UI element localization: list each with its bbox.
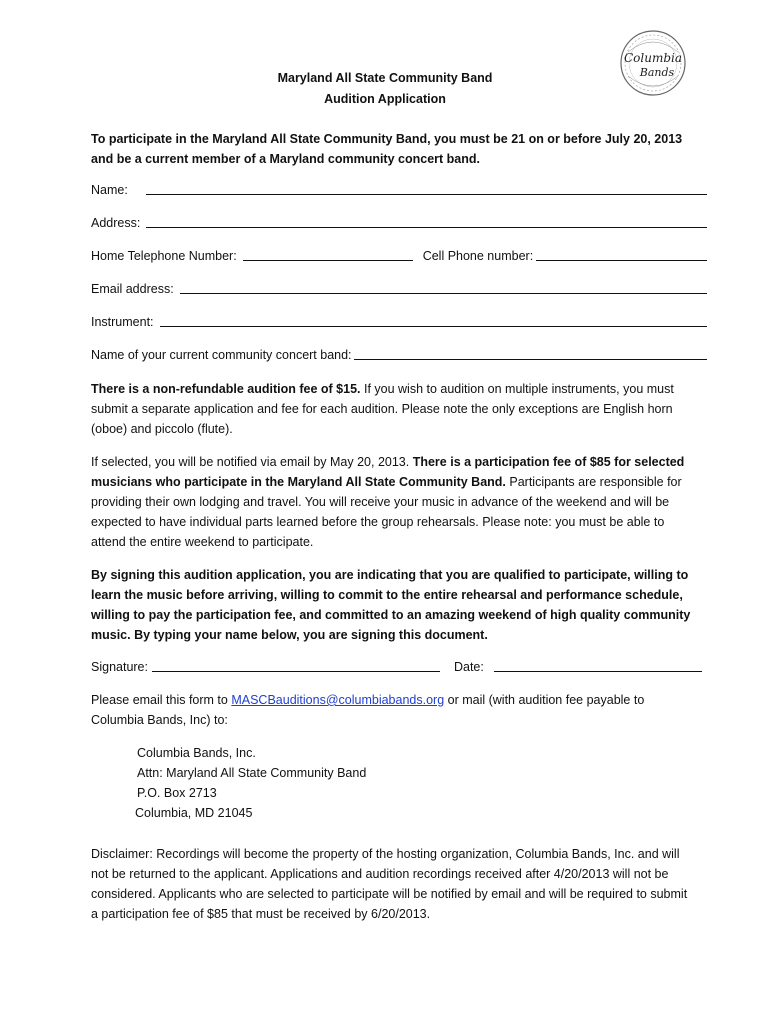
selection-text-2: Participants are responsible for providing their own lodging and travel. You will receive your music in advance of the weekend and will be expected to have individual parts learned before the group rehearsals. Please note: you must be able to attend the entire weekend to participate. — [91, 475, 682, 549]
phone-field-row — [91, 246, 707, 266]
audition-fee-paragraph — [91, 379, 691, 439]
logo-text-bands: Bands — [639, 66, 675, 79]
signature-label: Signature: — [91, 660, 148, 674]
address-field[interactable] — [146, 214, 707, 228]
instrument-field-row — [91, 312, 707, 332]
date-field[interactable] — [494, 658, 702, 672]
signing-paragraph: By signing this audition application, you are indicating that you are qualified to participate, willing to learn the music before arriving, willing to commit to the entire rehearsal and performance schedule, willing to pay the participation fee, and committed to an amazing weekend of high quality community music. By typing your name below, you are signing this document. — [91, 568, 691, 642]
name-field-row — [91, 180, 707, 200]
eligibility-paragraph: To participate in the Maryland All State Community Band, you must be 21 on or before July 20, 2013 and be a current member of a Maryland community concert band. — [91, 132, 683, 166]
community-band-label: Name of your current community concert band: — [91, 348, 352, 362]
address-line-2: Attn: Maryland All State Community Band — [137, 766, 367, 780]
home-phone-field[interactable] — [243, 247, 413, 261]
selection-text-1: If selected, you will be notified via email by May 20, 2013. — [91, 455, 413, 469]
name-label: Name: — [91, 183, 128, 197]
cell-phone-field[interactable] — [536, 247, 707, 261]
address-line-3: P.O. Box 2713 — [137, 786, 217, 800]
disclaimer-paragraph: Disclaimer: Recordings will become the property of the hosting organization, Columbia Bands, Inc. and will not be returned to the applicant. Applications and audition recordings received after 4/20/2013 will not be considered. Applicants who are selected to participate will be notified by email and will be required to submit a participation fee of $85 that must be received by 6/20/2013. — [91, 847, 688, 921]
document-title: Maryland All State Community Band — [277, 71, 493, 85]
document-subtitle: Audition Application — [324, 92, 446, 106]
signature-row — [91, 657, 707, 677]
participation-fee-bold: There is a participation fee of $85 for selected musicians who participate in the Maryland All State Community Band. — [91, 455, 685, 489]
address-line-1: Columbia Bands, Inc. — [137, 746, 256, 760]
signature-field[interactable] — [152, 658, 440, 672]
submission-text-1: Please email this form to — [91, 693, 232, 707]
submission-text-2: or mail (with audition fee payable to Columbia Bands, Inc) to: — [91, 693, 645, 727]
home-phone-label: Home Telephone Number: — [91, 249, 237, 263]
instrument-field[interactable] — [160, 313, 707, 327]
logo-text-columbia: Columbia — [623, 51, 683, 65]
address-field-row — [91, 213, 707, 233]
selection-paragraph — [91, 452, 691, 552]
date-label: Date: — [453, 660, 484, 674]
cell-phone-label: Cell Phone number: — [422, 249, 534, 263]
submission-paragraph — [91, 690, 691, 730]
email-field[interactable] — [180, 280, 707, 294]
email-field-row — [91, 279, 707, 299]
audition-email-link[interactable]: MASCBauditions@columbiabands.org — [231, 693, 445, 707]
audition-fee-text: If you wish to audition on multiple instruments, you must submit a separate application and fee for each audition. Please note the only exceptions are English horn (oboe) and piccolo (flute). — [91, 382, 674, 436]
audition-fee-bold: There is a non-refundable audition fee of $15. — [91, 382, 361, 396]
community-band-field-row — [91, 345, 707, 365]
community-band-field[interactable] — [354, 346, 707, 360]
email-label: Email address: — [91, 282, 174, 296]
instrument-label: Instrument: — [91, 315, 154, 329]
address-label: Address: — [91, 216, 141, 230]
address-line-4: Columbia, MD 21045 — [135, 806, 253, 820]
name-field[interactable] — [146, 181, 707, 195]
